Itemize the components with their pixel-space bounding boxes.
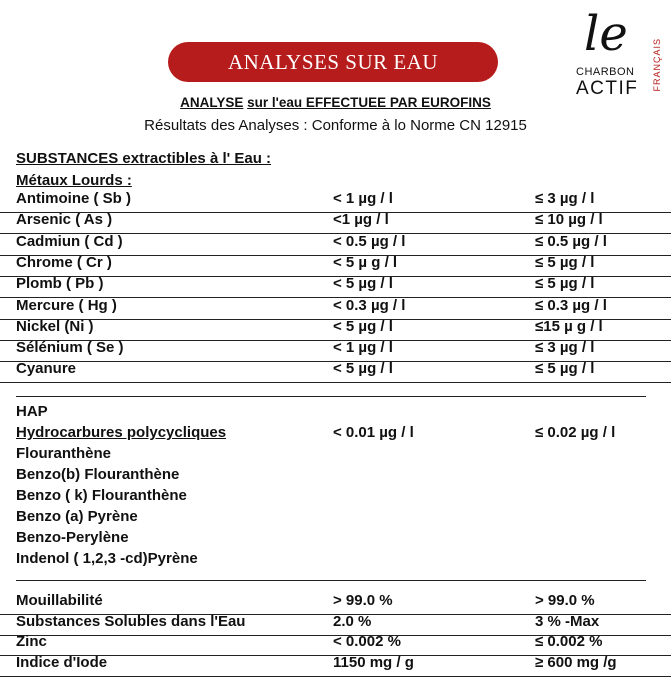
property-limit: > 99.0 % bbox=[535, 592, 595, 609]
metal-result: < 5 µg / l bbox=[333, 275, 393, 293]
metal-row bbox=[0, 233, 671, 256]
logo-actif: ACTIF bbox=[576, 78, 639, 99]
metal-name: Chrome ( Cr ) bbox=[16, 253, 112, 271]
metal-limit: ≤ 3 µg / l bbox=[535, 339, 595, 357]
results-line: Résultats des Analyses : Conforme à lo Norme CN 12915 bbox=[144, 117, 527, 134]
property-name: Mouillabilité bbox=[16, 592, 103, 609]
metal-row bbox=[0, 297, 671, 320]
hap-list-item: Benzo(b) Flouranthène bbox=[16, 466, 180, 483]
section-metaux: Métaux Lourds : bbox=[16, 172, 132, 189]
hap-list-item: Benzo-Perylène bbox=[16, 529, 129, 546]
metal-row bbox=[0, 211, 671, 234]
hap-list-item: Flouranthène bbox=[16, 445, 112, 462]
property-name: Substances Solubles dans l'Eau bbox=[16, 612, 246, 630]
metal-limit: ≤ 3 µg / l bbox=[535, 190, 595, 207]
divider bbox=[16, 396, 646, 397]
metal-limit: ≤15 µ g / l bbox=[535, 317, 603, 335]
property-limit: 3 % -Max bbox=[535, 612, 600, 630]
section-substances: SUBSTANCES extractibles à l' Eau : bbox=[16, 150, 272, 167]
property-row bbox=[0, 654, 671, 677]
hap-result: < 0.01 µg / l bbox=[333, 424, 414, 441]
metal-row bbox=[0, 318, 671, 341]
metal-result: < 5 µg / l bbox=[333, 317, 393, 335]
metal-name: Antimoine ( Sb ) bbox=[16, 190, 131, 207]
divider bbox=[16, 580, 646, 581]
metal-result: < 5 µ g / l bbox=[333, 253, 398, 271]
metal-name: Nickel (Ni ) bbox=[16, 317, 94, 335]
metal-name: Cadmiun ( Cd ) bbox=[16, 232, 123, 250]
metal-row bbox=[0, 339, 671, 362]
section-hap: HAP bbox=[16, 403, 48, 420]
metal-name: Arsenic ( As ) bbox=[16, 211, 113, 229]
title-banner: ANALYSES SUR EAU bbox=[168, 42, 498, 82]
analysis-title bbox=[0, 95, 671, 110]
metal-result: <1 µg / l bbox=[333, 211, 389, 229]
property-limit: ≥ 600 mg /g bbox=[535, 653, 617, 671]
hap-list-item: Benzo (a) Pyrène bbox=[16, 508, 138, 525]
metal-row bbox=[0, 275, 671, 298]
property-limit: ≤ 0.002 % bbox=[535, 633, 603, 650]
metal-row bbox=[0, 254, 671, 277]
metal-result: < 0.3 µg / l bbox=[333, 296, 406, 314]
property-result: < 0.002 % bbox=[333, 633, 401, 650]
hap-row bbox=[0, 424, 671, 446]
property-name: Zinc bbox=[16, 633, 47, 650]
hap-list-item: Benzo ( k) Flouranthène bbox=[16, 487, 187, 504]
property-result: > 99.0 % bbox=[333, 592, 393, 609]
brand-logo bbox=[576, 6, 666, 102]
logo-le: le bbox=[584, 6, 628, 62]
metal-name: Cyanure bbox=[16, 360, 77, 378]
property-result: 2.0 % bbox=[333, 612, 372, 630]
hap-limit: ≤ 0.02 µg / l bbox=[535, 424, 616, 441]
logo-charbon: CHARBON bbox=[576, 66, 635, 78]
metal-limit: ≤ 5 µg / l bbox=[535, 253, 595, 271]
metal-row bbox=[0, 360, 671, 383]
metal-limit: ≤ 0.5 µg / l bbox=[535, 232, 607, 250]
metal-limit: ≤ 5 µg / l bbox=[535, 360, 595, 378]
property-name: Indice d'Iode bbox=[16, 653, 108, 671]
metal-limit: ≤ 5 µg / l bbox=[535, 275, 595, 293]
metal-name: Mercure ( Hg ) bbox=[16, 296, 117, 314]
analysis-prefix: ANALYSE bbox=[180, 95, 244, 110]
metal-name: Sélénium ( Se ) bbox=[16, 339, 124, 357]
metal-limit: ≤ 0.3 µg / l bbox=[535, 296, 607, 314]
metal-result: < 1 µg / l bbox=[333, 339, 393, 357]
logo-francais: FRANÇAIS bbox=[652, 38, 662, 92]
metal-row bbox=[0, 190, 671, 213]
metal-result: < 5 µg / l bbox=[333, 360, 393, 378]
property-result: 1150 mg / g bbox=[333, 653, 414, 671]
metal-result: < 1 µg / l bbox=[333, 190, 393, 207]
hap-name: Hydrocarbures polycycliques bbox=[16, 424, 227, 441]
analysis-rest: sur l'eau EFFECTUEE PAR EUROFINS bbox=[247, 95, 491, 110]
hap-list-item: Indenol ( 1,2,3 -cd)Pyrène bbox=[16, 550, 198, 567]
metal-limit: ≤ 10 µg / l bbox=[535, 211, 603, 229]
metal-name: Plomb ( Pb ) bbox=[16, 275, 104, 293]
metal-result: < 0.5 µg / l bbox=[333, 232, 406, 250]
